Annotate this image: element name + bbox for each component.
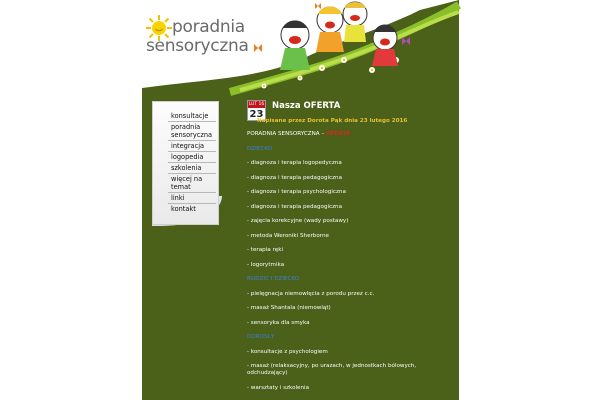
- cartoon-kid-icon: [372, 25, 398, 67]
- post-title[interactable]: Nasza OFERTA: [272, 101, 341, 111]
- logo-text-line2[interactable]: sensoryczna: [146, 36, 249, 56]
- menu-link[interactable]: logopedia: [171, 153, 204, 161]
- intro-line: [247, 131, 452, 138]
- section-heading-dorosly: DOROSŁY: [247, 334, 275, 340]
- menu-item-kontakt[interactable]: [168, 204, 216, 214]
- menu-item-logopedia[interactable]: [168, 152, 216, 163]
- menu-item-szkolenia[interactable]: [168, 163, 216, 174]
- header-illustration: [0, 0, 600, 100]
- date-month: LUT 16: [248, 102, 265, 107]
- cartoon-kid-icon: [343, 2, 367, 42]
- menu-link[interactable]: integracja: [171, 142, 205, 150]
- menu-link[interactable]: szkolenia: [171, 164, 202, 172]
- post-meta: Napisane przez Dorota Pąk dnia 23 lutego 2016: [257, 118, 408, 124]
- list-item: - metoda Weroniki Sherborne: [247, 232, 329, 239]
- list-item: - diagnoza i terapia pedagogiczna: [247, 203, 343, 210]
- list-item: - diagnoza i terapia logopedyczna: [247, 160, 342, 166]
- cartoon-kid-icon: [316, 7, 344, 53]
- menu-link[interactable]: kontakt: [171, 205, 196, 213]
- list-item: - terapia ręki: [247, 247, 284, 253]
- menu-item-integracja[interactable]: [168, 141, 216, 152]
- list-item: - sensoryka dla smyka: [247, 319, 310, 326]
- menu-item-konsultacje[interactable]: [168, 111, 216, 122]
- intro-label: PORADNIA SENSORYCZNA –: [247, 131, 325, 137]
- menu-link[interactable]: więcej na temat: [171, 175, 203, 191]
- logo-text-line1[interactable]: poradnia: [172, 17, 245, 37]
- list-item: - pielęgnacja niemowlęcia z porodu przez c.c.: [247, 290, 375, 297]
- list-item: - masaż Shantala (niemowląt): [247, 305, 331, 311]
- menu-link[interactable]: linki: [171, 194, 185, 202]
- post-body: [247, 131, 452, 399]
- list-item: - konsultacje z psychologiem: [247, 348, 328, 355]
- site-header: [0, 0, 600, 95]
- menu-item-poradnia-sensoryczna[interactable]: [168, 122, 216, 141]
- menu-item-wiecej-na-temat[interactable]: [168, 174, 216, 193]
- list-item: - masaż (relaksacyjny, po urazach, w jednostkach bólowych, odchudzający): [247, 363, 417, 376]
- list-item: - diagnoza i terapia pedagogiczna: [247, 174, 343, 181]
- section-heading-dziecko: DZIECKO: [247, 145, 272, 152]
- sidebar-menu: [152, 101, 219, 225]
- list-item: - warsztaty i szkolenia: [247, 384, 310, 391]
- list-item: - logorytmika: [247, 261, 285, 268]
- list-item: - diagnoza i terapia psychologiczna: [247, 189, 346, 195]
- section-heading-rodzic-i-dziecko: RODZIC I DZIECKO: [247, 276, 300, 282]
- cartoon-kid-icon: [280, 21, 310, 71]
- date-day: 23: [249, 109, 264, 120]
- intro-highlight: OFERTA: [325, 131, 351, 137]
- menu-link[interactable]: konsultacje: [171, 112, 209, 120]
- list-item: - zajęcia korekcyjne (wady postawy): [247, 218, 349, 224]
- menu-item-linki[interactable]: [168, 193, 216, 204]
- menu-link[interactable]: poradnia sensoryczna: [171, 123, 213, 139]
